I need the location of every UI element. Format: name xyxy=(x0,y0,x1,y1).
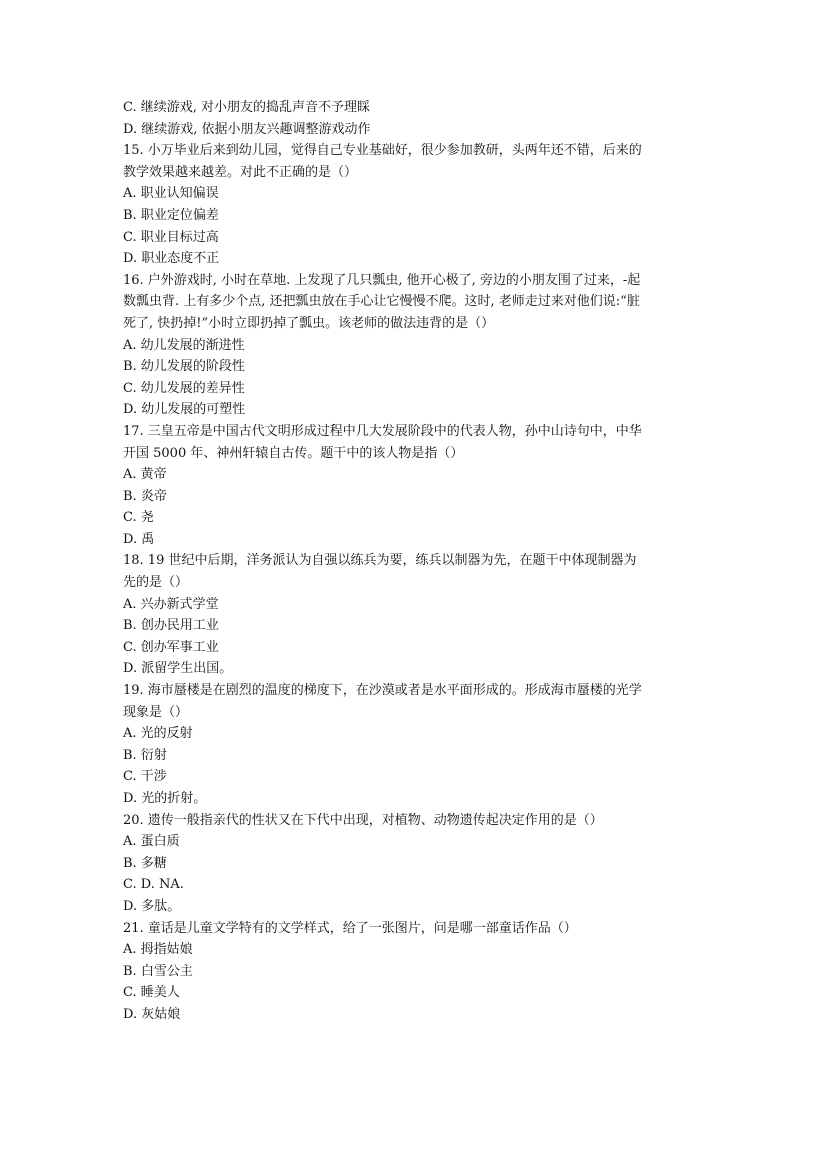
option-line: A. 兴办新式学堂 xyxy=(123,596,219,612)
option-line: D. 多肽。 xyxy=(123,898,181,914)
option-line: D. 光的折射。 xyxy=(123,791,207,806)
question-text-block xyxy=(123,97,708,1026)
option-line: D. 派留学生出国。 xyxy=(123,661,233,677)
option-line: A. 光的反射 xyxy=(123,726,193,742)
question-line: 数瓢虫背. 上有多少个点, 还把瓢虫放在手心让它慢慢不爬。这时, 老师走过来对他们说:“脏 xyxy=(123,294,640,310)
question-line: 现象是（） xyxy=(123,704,189,720)
option-line: D. 灰姑娘 xyxy=(123,1006,181,1022)
question-line: 死了, 快扔掉!”小时立即扔掉了瓢虫。该老师的做法违背的是（） xyxy=(123,315,495,331)
option-line: C. 幼儿发展的差异性 xyxy=(123,380,245,396)
question-line: 教学效果越来越差。对此不正确的是（） xyxy=(123,164,358,180)
option-line: B. 职业定位偏差 xyxy=(123,207,219,223)
question-line: 15. 小万毕业后来到幼儿园，觉得自己专业基础好，很少参加教研，头两年还不错，后来的 xyxy=(123,143,642,159)
option-line: D. 禹 xyxy=(123,531,155,547)
question-line: 开国 5000 年、神州轩辕自古传。题干中的该人物是指（） xyxy=(123,445,464,461)
option-line: C. 创办军事工业 xyxy=(123,639,219,655)
question-line: 21. 童话是儿童文学特有的文学样式，给了一张图片，问是哪一部童话作品（） xyxy=(123,920,577,936)
option-line: C. 睡美人 xyxy=(123,985,180,1001)
option-line: D. 继续游戏, 依据小朋友兴趣调整游戏动作 xyxy=(123,121,371,137)
option-line: D. 幼儿发展的可塑性 xyxy=(123,402,246,418)
option-line: C. 尧 xyxy=(123,510,154,526)
question-line: 19. 海市蜃楼是在剧烈的温度的梯度下，在沙漠或者是水平面形成的。形成海市蜃楼的光学 xyxy=(123,683,642,699)
option-line: A. 蛋白质 xyxy=(123,834,180,850)
option-line: A. 黄帝 xyxy=(123,467,167,483)
question-line: 20. 遗传一般指亲代的性状又在下代中出现，对植物、动物遗传起决定作用的是（） xyxy=(123,812,603,828)
option-line: A. 拇指姑娘 xyxy=(123,942,193,958)
question-line: 17. 三皇五帝是中国古代文明形成过程中几大发展阶段中的代表人物，孙中山诗句中，中华 xyxy=(123,423,642,439)
option-line: C. D. NA. xyxy=(123,877,184,893)
option-line: D. 职业态度不正 xyxy=(123,251,220,267)
option-line: B. 白雪公主 xyxy=(123,963,193,979)
option-line: B. 创办民用工业 xyxy=(123,618,219,634)
option-line: B. 炎帝 xyxy=(123,488,167,504)
question-line: 16. 户外游戏时, 小时在草地. 上发现了几只瓢虫, 他开心极了, 旁边的小朋友围了过来，-起 xyxy=(123,272,641,288)
question-line: 18. 19 世纪中后期，洋务派认为自强以练兵为要，练兵以制器为先，在题干中体现制器为 xyxy=(123,553,637,569)
question-line: 先的是（） xyxy=(123,575,189,591)
option-line: C. 干涉 xyxy=(123,769,167,785)
option-line: C. 继续游戏, 对小朋友的捣乱声音不予理睬 xyxy=(123,100,371,115)
option-line: A. 幼儿发展的渐进性 xyxy=(123,337,245,353)
option-line: B. 多糖 xyxy=(123,855,167,871)
option-line: C. 职业目标过高 xyxy=(123,229,219,245)
option-line: B. 幼儿发展的阶段性 xyxy=(123,359,245,375)
option-line: B. 衍射 xyxy=(123,747,167,763)
option-line: A. 职业认知偏误 xyxy=(123,186,219,202)
